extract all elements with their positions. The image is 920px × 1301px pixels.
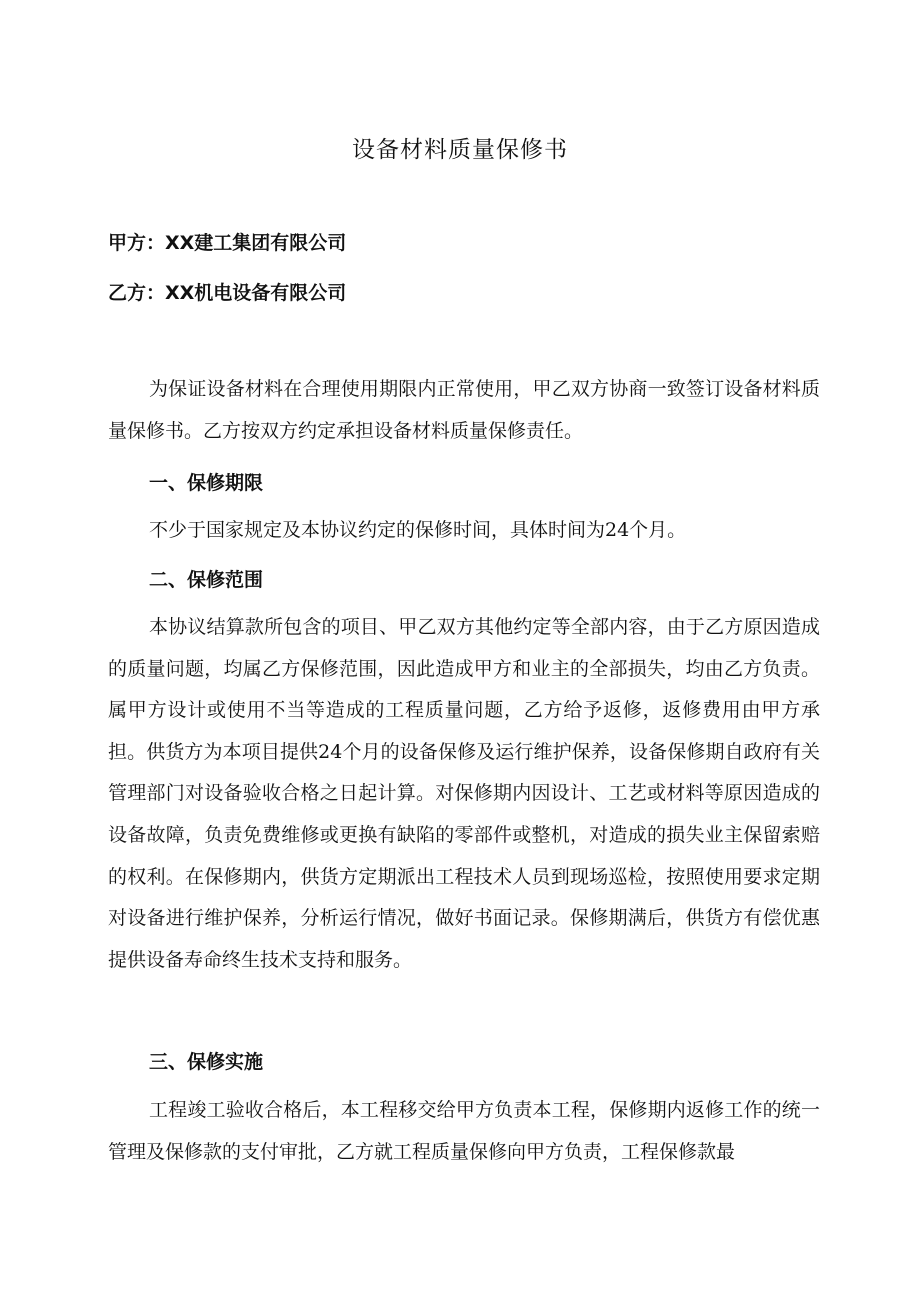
- section-heading-warranty-implementation: 三、保修实施: [149, 1051, 264, 1073]
- party-b: 乙方：XX机电设备有限公司: [108, 282, 347, 304]
- document-title: 设备材料质量保修书: [352, 137, 568, 163]
- section-heading-warranty-scope: 二、保修范围: [149, 569, 264, 591]
- section-heading-warranty-period: 一、保修期限: [149, 472, 264, 494]
- intro-paragraph: 为保证设备材料在合理使用期限内正常使用，甲乙双方协商一致签订设备材料质量保修书。乙方按双方约定承担设备材料质量保修责任。: [108, 378, 820, 442]
- section-text-warranty-period: 不少于国家规定及本协议约定的保修时间，具体时间为24个月。: [149, 519, 687, 541]
- section-text-warranty-scope: 本协议结算款所包含的项目、甲乙双方其他约定等全部内容，由于乙方原因造成的质量问题，均属乙方保修范围，因此造成甲方和业主的全部损失，均由乙方负责。属甲方设计或使用不当等造成的工程质量问题，乙方给予返修，返修费用由甲方承担。供货方为本项目提供24个月的设备保修及运行维护保养，设备保修期自政府有关管理部门对设备验收合格之日起计算。对保修期内因设计、工艺或材料等原因造成的设备故障，负责免费维修或更换有缺陷的零部件或整机，对造成的损失业主保留索赔的权利。在保修期内，供货方定期派出工程技术人员到现场巡检，按照使用要求定期对设备进行维护保养，分析运行情况，做好书面记录。保修期满后，供货方有偿优惠提供设备寿命终生技术支持和服务。: [108, 616, 820, 971]
- section-text-warranty-implementation: 工程竣工验收合格后，本工程移交给甲方负责本工程，保修期内返修工作的统一管理及保修款的支付审批，乙方就工程质量保修向甲方负责，工程保修款最: [108, 1099, 820, 1163]
- party-a: 甲方：XX建工集团有限公司: [108, 232, 347, 254]
